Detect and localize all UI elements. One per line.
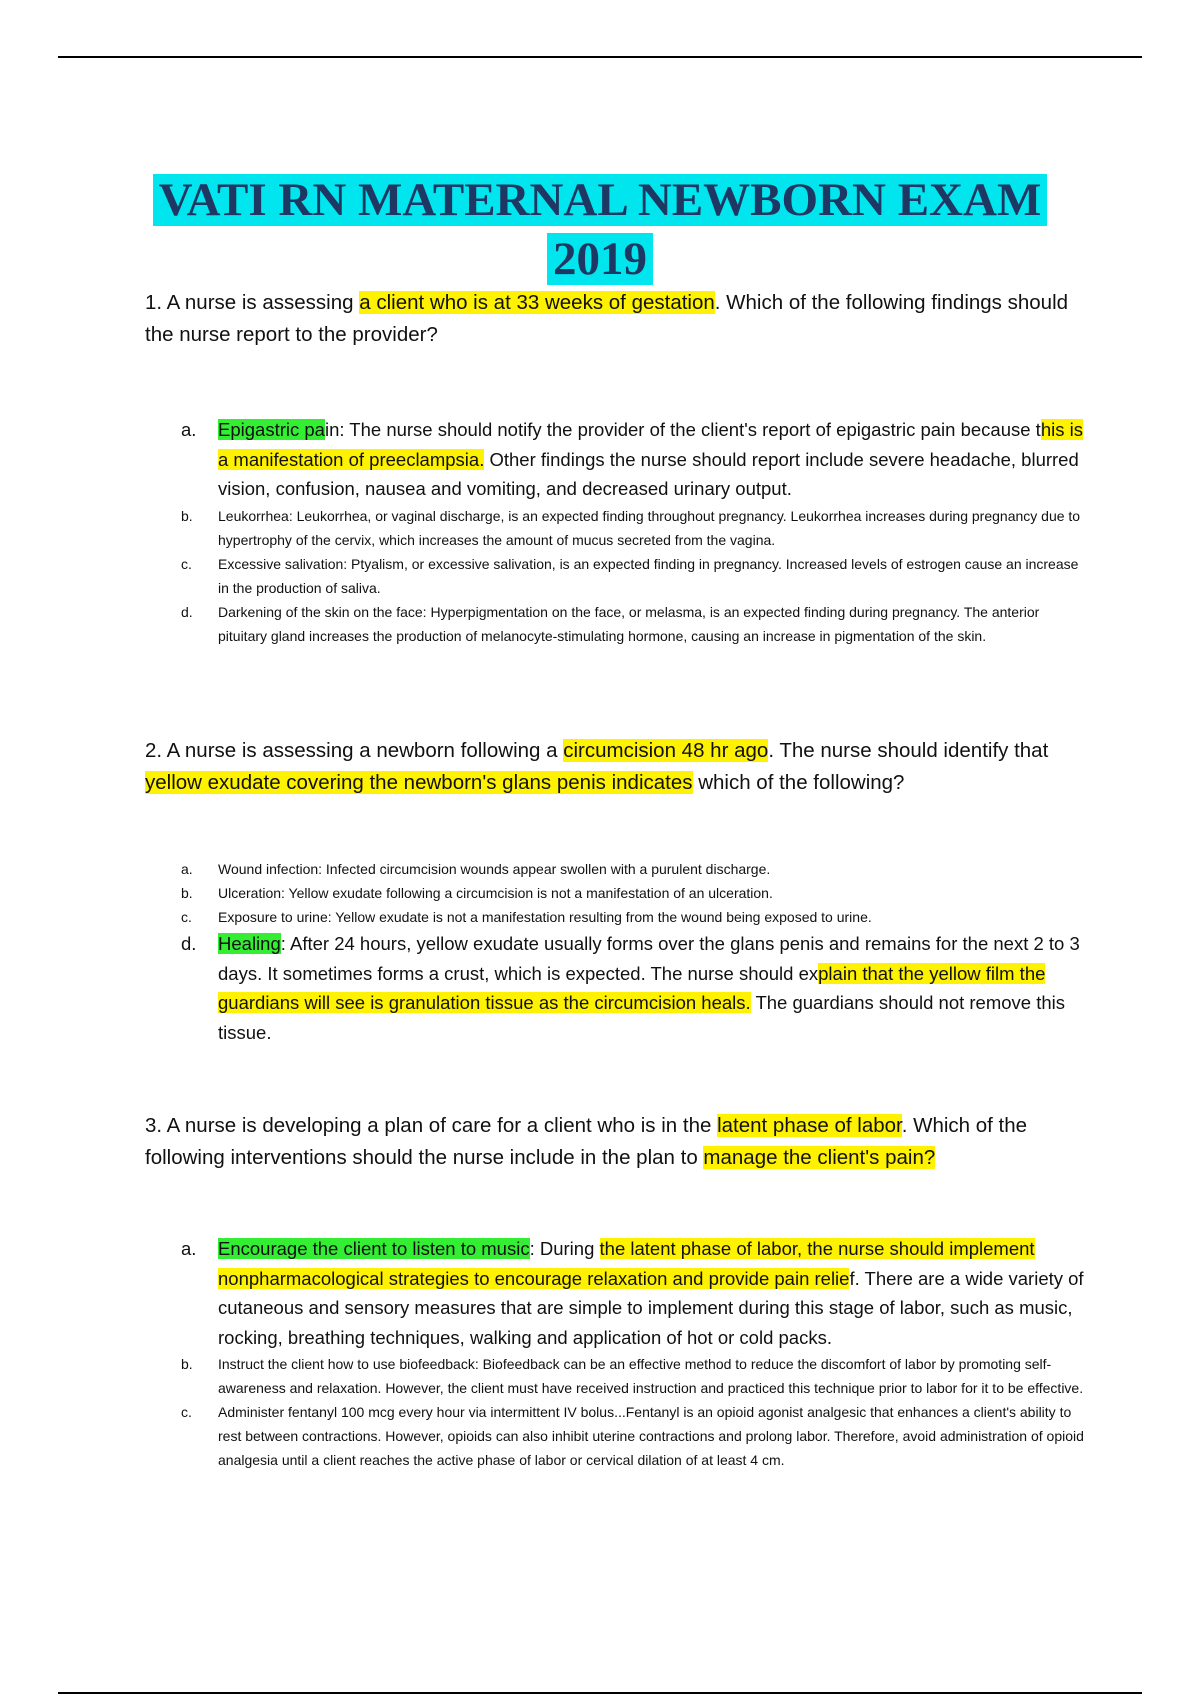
option-3a: a. Encourage the client to listen to music: During the latent phase of labor, the nurse should implement nonpharmacological strategies to encourage relaxation and provide pain relief. There are a wide variety of cutaneous and sensory measures that are simple to implement during this stage of labor, such as music, rocking, breathing techniques, walking and application of hot or cold packs. [181, 1238, 1084, 1348]
question-1-options [145, 415, 1085, 648]
question-1 [145, 287, 1085, 351]
option-2a: a. Wound infection: Infected circumcision wounds appear swollen with a purulent discharge. [181, 861, 771, 877]
document-title [0, 171, 1200, 289]
bottom-rule [58, 1692, 1142, 1694]
option-3b: b. Instruct the client how to use biofeedback: Biofeedback can be an effective method to reduce the discomfort of labor by promoting self-awareness and relaxation. However, the client must have received instruction and practiced this technique prior to labor for it to be effective. [181, 1356, 1084, 1396]
question-3-options [145, 1234, 1085, 1472]
title-line-2: 2019 [547, 233, 653, 285]
title-line-1: VATI RN MATERNAL NEWBORN EXAM [153, 174, 1048, 226]
option-1c: c. Excessive salivation: Ptyalism, or excessive salivation, is an expected finding in pregnancy. Increased levels of estrogen cause an increase in the production of saliva. [181, 555, 1079, 596]
option-1b: b. Leukorrhea: Leukorrhea, or vaginal discharge, is an expected finding throughout pregnancy. Leukorrhea increases during pregnancy due to hypertrophy of the cervix, which increases the amount of mucus secreted from the vagina. [181, 507, 1081, 548]
option-1d: d. Darkening of the skin on the face: Hyperpigmentation on the face, or melasma, is an expected finding during pregnancy. The anterior pituitary gland increases the production of melanocyte-stimulating hormone, causing an increase in pigmentation of the skin. [181, 603, 1040, 644]
option-2b: b. Ulceration: Yellow exudate following a circumcision is not a manifestation of an ulceration. [181, 885, 773, 901]
option-2d: d. Healing: After 24 hours, yellow exudate usually forms over the glans penis and remains for the next 2 to 3 days. It sometimes forms a crust, which is expected. The nurse should explain that the yellow film the guardians will see is granulation tissue as the circumcision heals. The guardians should not remove this tissue. [181, 933, 1080, 1043]
question-3-stem: 3. A nurse is developing a plan of care for a client who is in the latent phase of labor. Which of the following interventions should the nurse include in the plan to manage the client's pain? [145, 1114, 1028, 1169]
option-1a: a. Epigastric pain: The nurse should notify the provider of the client's report of epigastric pain because this is a manifestation of preeclampsia. Other findings the nurse should report include severe headache, blurred vision, confusion, nausea and vomiting, and decreased urinary output. [181, 419, 1083, 499]
question-2-stem: 2. A nurse is assessing a newborn following a circumcision 48 hr ago. The nurse should identify that yellow exudate covering the newborn's glans penis indicates which of the following? [145, 739, 1049, 794]
question-3 [145, 1110, 1085, 1174]
option-2c: c. Exposure to urine: Yellow exudate is not a manifestation resulting from the wound being exposed to urine. [181, 909, 872, 925]
question-2-options [145, 857, 1085, 1047]
top-rule [58, 56, 1142, 58]
question-2 [145, 735, 1085, 799]
option-3c: c. Administer fentanyl 100 mcg every hour via intermittent IV bolus...Fentanyl is an opioid agonist analgesic that enhances a client's ability to rest between contractions. However, opioids can also inhibit uterine contractions and prolong labor. Therefore, avoid administration of opioid analgesia until a client reaches the active phase of labor or cervical dilation of at least 4 cm. [181, 1404, 1084, 1468]
question-1-stem: 1. A nurse is assessing a client who is at 33 weeks of gestation. Which of the following findings should the nurse report to the provider? [145, 291, 1069, 346]
